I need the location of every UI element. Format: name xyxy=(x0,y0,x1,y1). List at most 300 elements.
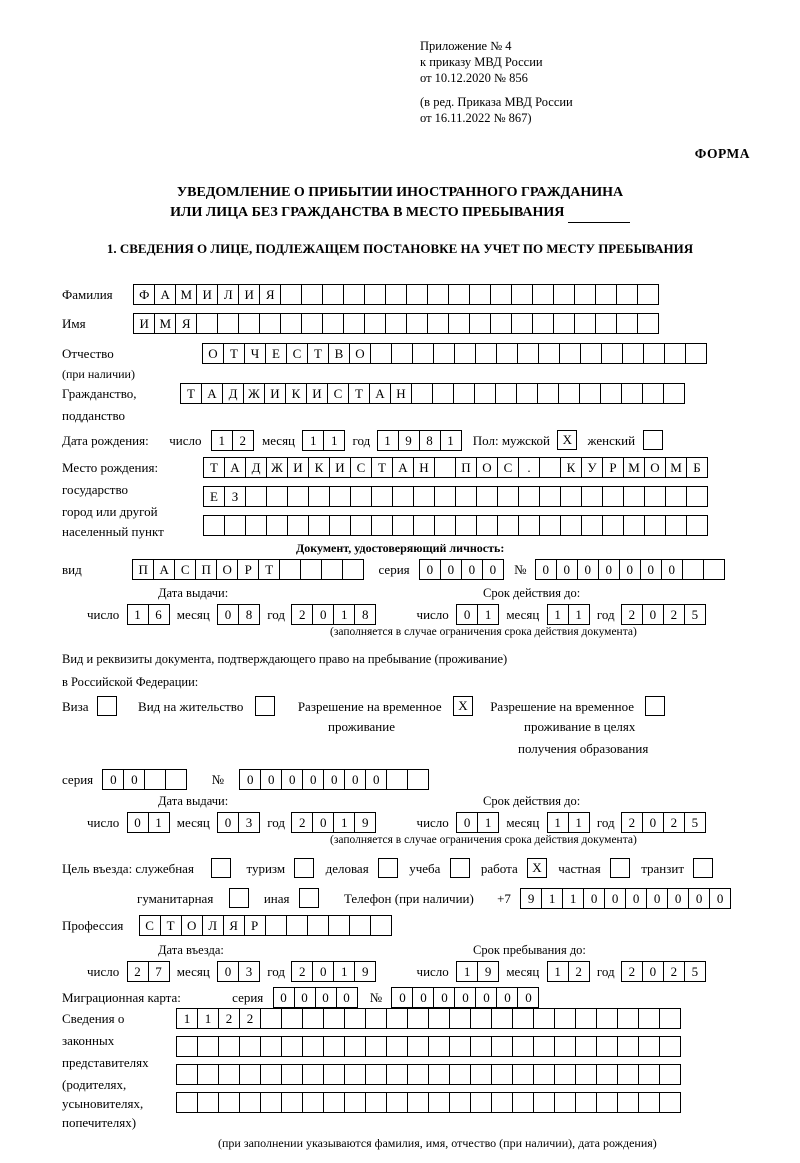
char-cell[interactable]: 0 xyxy=(302,769,324,790)
char-cell[interactable]: 0 xyxy=(517,987,539,1008)
char-cell[interactable] xyxy=(574,284,596,305)
char-cell[interactable]: Р xyxy=(602,457,624,478)
legal-rep-cells-1[interactable] xyxy=(176,1008,680,1029)
char-cell[interactable] xyxy=(454,343,476,364)
char-cell[interactable]: А xyxy=(369,383,391,404)
char-cell[interactable] xyxy=(203,515,225,536)
char-cell[interactable]: И xyxy=(133,313,155,334)
char-cell[interactable]: Ч xyxy=(244,343,266,364)
char-cell[interactable] xyxy=(302,1008,324,1029)
residence-permit-checkbox[interactable] xyxy=(255,696,275,716)
char-cell[interactable]: 1 xyxy=(456,961,478,982)
char-cell[interactable] xyxy=(364,313,386,334)
char-cell[interactable]: 1 xyxy=(323,430,345,451)
char-cell[interactable] xyxy=(349,915,371,936)
char-cell[interactable] xyxy=(432,383,454,404)
mc-series-cells[interactable] xyxy=(273,987,357,1008)
char-cell[interactable] xyxy=(448,313,470,334)
char-cell[interactable] xyxy=(350,486,372,507)
char-cell[interactable] xyxy=(496,343,518,364)
char-cell[interactable] xyxy=(412,343,434,364)
char-cell[interactable] xyxy=(617,1092,639,1113)
char-cell[interactable]: 2 xyxy=(218,1008,240,1029)
char-cell[interactable] xyxy=(342,559,364,580)
char-cell[interactable] xyxy=(553,284,575,305)
char-cell[interactable]: 0 xyxy=(640,559,662,580)
char-cell[interactable] xyxy=(406,284,428,305)
char-cell[interactable] xyxy=(365,1064,387,1085)
char-cell[interactable] xyxy=(623,486,645,507)
char-cell[interactable]: 0 xyxy=(556,559,578,580)
char-cell[interactable] xyxy=(686,515,708,536)
char-cell[interactable]: 1 xyxy=(440,430,462,451)
char-cell[interactable]: П xyxy=(195,559,217,580)
char-cell[interactable]: С xyxy=(286,343,308,364)
char-cell[interactable] xyxy=(217,313,239,334)
sex-female-checkbox[interactable] xyxy=(643,430,663,450)
char-cell[interactable] xyxy=(427,313,449,334)
char-cell[interactable] xyxy=(260,1008,282,1029)
birth-year-cells[interactable] xyxy=(377,430,461,451)
char-cell[interactable] xyxy=(453,383,475,404)
char-cell[interactable]: Т xyxy=(203,457,225,478)
char-cell[interactable]: С xyxy=(174,559,196,580)
citizenship-cells[interactable] xyxy=(180,383,684,404)
char-cell[interactable] xyxy=(539,515,561,536)
char-cell[interactable]: С xyxy=(327,383,349,404)
char-cell[interactable]: П xyxy=(455,457,477,478)
char-cell[interactable] xyxy=(427,284,449,305)
char-cell[interactable] xyxy=(517,343,539,364)
char-cell[interactable]: О xyxy=(644,457,666,478)
char-cell[interactable]: 2 xyxy=(663,961,685,982)
char-cell[interactable]: 0 xyxy=(239,769,261,790)
char-cell[interactable] xyxy=(575,1036,597,1057)
char-cell[interactable]: 2 xyxy=(663,812,685,833)
char-cell[interactable] xyxy=(386,1008,408,1029)
char-cell[interactable]: 0 xyxy=(461,559,483,580)
char-cell[interactable] xyxy=(370,343,392,364)
char-cell[interactable] xyxy=(364,284,386,305)
char-cell[interactable] xyxy=(260,1092,282,1113)
char-cell[interactable] xyxy=(365,1092,387,1113)
char-cell[interactable] xyxy=(176,1092,198,1113)
char-cell[interactable]: 0 xyxy=(646,888,668,909)
char-cell[interactable] xyxy=(533,1092,555,1113)
char-cell[interactable] xyxy=(281,1036,303,1057)
char-cell[interactable]: 0 xyxy=(456,812,478,833)
char-cell[interactable] xyxy=(281,1064,303,1085)
surname-cells[interactable] xyxy=(133,284,658,305)
birth-day-cells[interactable] xyxy=(211,430,253,451)
char-cell[interactable] xyxy=(490,284,512,305)
permit-valid-year-cells[interactable] xyxy=(621,812,705,833)
stay-day-cells[interactable] xyxy=(456,961,498,982)
char-cell[interactable]: Т xyxy=(160,915,182,936)
char-cell[interactable] xyxy=(448,284,470,305)
char-cell[interactable]: А xyxy=(153,559,175,580)
char-cell[interactable] xyxy=(218,1036,240,1057)
char-cell[interactable]: 0 xyxy=(365,769,387,790)
char-cell[interactable] xyxy=(266,515,288,536)
char-cell[interactable] xyxy=(385,284,407,305)
birthplace-cells-1[interactable] xyxy=(203,457,707,478)
char-cell[interactable] xyxy=(365,1036,387,1057)
char-cell[interactable] xyxy=(329,486,351,507)
char-cell[interactable] xyxy=(428,1064,450,1085)
char-cell[interactable] xyxy=(433,343,455,364)
char-cell[interactable]: И xyxy=(264,383,286,404)
char-cell[interactable]: А xyxy=(201,383,223,404)
char-cell[interactable]: 2 xyxy=(568,961,590,982)
char-cell[interactable]: 5 xyxy=(684,961,706,982)
char-cell[interactable] xyxy=(470,1092,492,1113)
char-cell[interactable]: 2 xyxy=(291,812,313,833)
char-cell[interactable] xyxy=(532,313,554,334)
char-cell[interactable]: 0 xyxy=(102,769,124,790)
char-cell[interactable] xyxy=(245,515,267,536)
char-cell[interactable] xyxy=(664,343,686,364)
char-cell[interactable] xyxy=(239,1092,261,1113)
char-cell[interactable] xyxy=(595,284,617,305)
char-cell[interactable] xyxy=(558,383,580,404)
char-cell[interactable]: Я xyxy=(223,915,245,936)
valid-day-cells[interactable] xyxy=(456,604,498,625)
char-cell[interactable]: 0 xyxy=(667,888,689,909)
char-cell[interactable] xyxy=(596,1064,618,1085)
char-cell[interactable] xyxy=(344,1092,366,1113)
char-cell[interactable]: Т xyxy=(307,343,329,364)
issue-day-cells[interactable] xyxy=(127,604,169,625)
char-cell[interactable]: 0 xyxy=(598,559,620,580)
char-cell[interactable] xyxy=(308,515,330,536)
char-cell[interactable]: 0 xyxy=(619,559,641,580)
char-cell[interactable] xyxy=(371,515,393,536)
char-cell[interactable]: 0 xyxy=(535,559,557,580)
char-cell[interactable]: 9 xyxy=(477,961,499,982)
char-cell[interactable] xyxy=(321,559,343,580)
char-cell[interactable] xyxy=(281,1008,303,1029)
char-cell[interactable]: О xyxy=(181,915,203,936)
char-cell[interactable] xyxy=(511,284,533,305)
char-cell[interactable]: 0 xyxy=(709,888,731,909)
char-cell[interactable] xyxy=(365,1008,387,1029)
char-cell[interactable] xyxy=(596,1092,618,1113)
char-cell[interactable] xyxy=(637,313,659,334)
sex-male-checkbox[interactable]: X xyxy=(557,430,577,450)
char-cell[interactable] xyxy=(617,1064,639,1085)
char-cell[interactable] xyxy=(490,313,512,334)
char-cell[interactable] xyxy=(371,486,393,507)
char-cell[interactable] xyxy=(665,515,687,536)
char-cell[interactable]: 9 xyxy=(398,430,420,451)
char-cell[interactable] xyxy=(574,313,596,334)
identity-doc-number-cells[interactable] xyxy=(535,559,724,580)
char-cell[interactable]: 0 xyxy=(454,987,476,1008)
char-cell[interactable] xyxy=(663,383,685,404)
char-cell[interactable]: 0 xyxy=(475,987,497,1008)
mc-number-cells[interactable] xyxy=(391,987,538,1008)
char-cell[interactable] xyxy=(279,559,301,580)
char-cell[interactable]: С xyxy=(350,457,372,478)
char-cell[interactable] xyxy=(580,343,602,364)
entry-year-cells[interactable] xyxy=(291,961,375,982)
permit-issue-month-cells[interactable] xyxy=(217,812,259,833)
char-cell[interactable]: И xyxy=(238,284,260,305)
char-cell[interactable] xyxy=(659,1064,681,1085)
char-cell[interactable] xyxy=(386,769,408,790)
char-cell[interactable] xyxy=(281,1092,303,1113)
char-cell[interactable] xyxy=(644,515,666,536)
char-cell[interactable] xyxy=(475,343,497,364)
char-cell[interactable] xyxy=(511,313,533,334)
char-cell[interactable]: Я xyxy=(259,284,281,305)
char-cell[interactable]: 0 xyxy=(604,888,626,909)
char-cell[interactable]: И xyxy=(306,383,328,404)
char-cell[interactable] xyxy=(512,1064,534,1085)
char-cell[interactable]: 3 xyxy=(238,812,260,833)
char-cell[interactable] xyxy=(260,1064,282,1085)
char-cell[interactable]: Р xyxy=(244,915,266,936)
char-cell[interactable]: Т xyxy=(348,383,370,404)
char-cell[interactable] xyxy=(476,515,498,536)
char-cell[interactable]: 0 xyxy=(336,987,358,1008)
char-cell[interactable]: 1 xyxy=(197,1008,219,1029)
char-cell[interactable]: 2 xyxy=(621,604,643,625)
permit-issue-year-cells[interactable] xyxy=(291,812,375,833)
char-cell[interactable] xyxy=(300,559,322,580)
char-cell[interactable] xyxy=(176,1036,198,1057)
char-cell[interactable] xyxy=(449,1036,471,1057)
issue-month-cells[interactable] xyxy=(217,604,259,625)
char-cell[interactable] xyxy=(328,915,350,936)
char-cell[interactable] xyxy=(406,313,428,334)
purpose-service-checkbox[interactable] xyxy=(211,858,231,878)
char-cell[interactable]: Л xyxy=(202,915,224,936)
char-cell[interactable] xyxy=(218,1064,240,1085)
purpose-humanitarian-checkbox[interactable] xyxy=(229,888,249,908)
char-cell[interactable]: И xyxy=(287,457,309,478)
profession-cells[interactable] xyxy=(139,915,391,936)
char-cell[interactable] xyxy=(259,313,281,334)
char-cell[interactable] xyxy=(638,1036,660,1057)
valid-month-cells[interactable] xyxy=(547,604,589,625)
char-cell[interactable]: 0 xyxy=(433,987,455,1008)
char-cell[interactable]: 0 xyxy=(217,604,239,625)
purpose-other-checkbox[interactable] xyxy=(299,888,319,908)
char-cell[interactable]: 0 xyxy=(312,961,334,982)
char-cell[interactable]: 5 xyxy=(684,604,706,625)
char-cell[interactable]: А xyxy=(154,284,176,305)
char-cell[interactable]: 0 xyxy=(217,812,239,833)
char-cell[interactable] xyxy=(428,1008,450,1029)
char-cell[interactable]: Н xyxy=(390,383,412,404)
char-cell[interactable] xyxy=(554,1036,576,1057)
stay-month-cells[interactable] xyxy=(547,961,589,982)
char-cell[interactable] xyxy=(323,1008,345,1029)
char-cell[interactable] xyxy=(575,1008,597,1029)
char-cell[interactable]: 2 xyxy=(127,961,149,982)
char-cell[interactable]: 2 xyxy=(239,1008,261,1029)
char-cell[interactable]: 0 xyxy=(312,812,334,833)
identity-doc-kind-cells[interactable] xyxy=(132,559,363,580)
char-cell[interactable] xyxy=(302,1064,324,1085)
purpose-study-checkbox[interactable] xyxy=(450,858,470,878)
birthplace-cells-2[interactable] xyxy=(203,486,707,507)
char-cell[interactable] xyxy=(638,1064,660,1085)
char-cell[interactable] xyxy=(323,1036,345,1057)
char-cell[interactable] xyxy=(469,313,491,334)
char-cell[interactable] xyxy=(344,1064,366,1085)
char-cell[interactable] xyxy=(537,383,559,404)
char-cell[interactable] xyxy=(474,383,496,404)
stay-year-cells[interactable] xyxy=(621,961,705,982)
char-cell[interactable] xyxy=(343,313,365,334)
char-cell[interactable] xyxy=(197,1064,219,1085)
char-cell[interactable] xyxy=(617,1008,639,1029)
char-cell[interactable]: 0 xyxy=(419,559,441,580)
char-cell[interactable] xyxy=(411,383,433,404)
char-cell[interactable]: О xyxy=(476,457,498,478)
char-cell[interactable] xyxy=(280,313,302,334)
char-cell[interactable]: Т xyxy=(223,343,245,364)
char-cell[interactable] xyxy=(323,1064,345,1085)
char-cell[interactable]: 1 xyxy=(541,888,563,909)
char-cell[interactable] xyxy=(665,486,687,507)
char-cell[interactable]: 1 xyxy=(176,1008,198,1029)
char-cell[interactable]: Н xyxy=(413,457,435,478)
birth-month-cells[interactable] xyxy=(302,430,344,451)
char-cell[interactable]: Я xyxy=(175,313,197,334)
char-cell[interactable] xyxy=(322,284,344,305)
char-cell[interactable] xyxy=(470,1008,492,1029)
char-cell[interactable] xyxy=(601,343,623,364)
char-cell[interactable] xyxy=(518,515,540,536)
char-cell[interactable] xyxy=(538,343,560,364)
char-cell[interactable]: А xyxy=(224,457,246,478)
char-cell[interactable]: 0 xyxy=(344,769,366,790)
char-cell[interactable] xyxy=(497,486,519,507)
char-cell[interactable] xyxy=(434,486,456,507)
char-cell[interactable] xyxy=(165,769,187,790)
char-cell[interactable]: И xyxy=(329,457,351,478)
char-cell[interactable] xyxy=(265,915,287,936)
char-cell[interactable] xyxy=(659,1036,681,1057)
char-cell[interactable] xyxy=(455,515,477,536)
char-cell[interactable]: 2 xyxy=(621,812,643,833)
char-cell[interactable]: Р xyxy=(237,559,259,580)
char-cell[interactable]: 0 xyxy=(642,604,664,625)
char-cell[interactable] xyxy=(280,284,302,305)
char-cell[interactable]: 0 xyxy=(496,987,518,1008)
purpose-tourism-checkbox[interactable] xyxy=(294,858,314,878)
char-cell[interactable]: 0 xyxy=(412,987,434,1008)
char-cell[interactable]: М xyxy=(623,457,645,478)
char-cell[interactable] xyxy=(307,915,329,936)
char-cell[interactable] xyxy=(602,515,624,536)
entry-month-cells[interactable] xyxy=(217,961,259,982)
char-cell[interactable] xyxy=(323,1092,345,1113)
char-cell[interactable] xyxy=(596,1036,618,1057)
char-cell[interactable] xyxy=(616,284,638,305)
char-cell[interactable]: Б xyxy=(686,457,708,478)
char-cell[interactable]: 0 xyxy=(123,769,145,790)
permit-series-cells[interactable] xyxy=(102,769,186,790)
char-cell[interactable] xyxy=(197,1092,219,1113)
temp-residence-checkbox[interactable]: X xyxy=(453,696,473,716)
char-cell[interactable] xyxy=(434,515,456,536)
char-cell[interactable] xyxy=(621,383,643,404)
char-cell[interactable] xyxy=(449,1008,471,1029)
legal-rep-cells-4[interactable] xyxy=(176,1092,680,1113)
permit-valid-day-cells[interactable] xyxy=(456,812,498,833)
char-cell[interactable] xyxy=(350,515,372,536)
char-cell[interactable] xyxy=(407,769,429,790)
char-cell[interactable]: 0 xyxy=(482,559,504,580)
char-cell[interactable] xyxy=(218,1092,240,1113)
char-cell[interactable]: 1 xyxy=(568,604,590,625)
char-cell[interactable] xyxy=(239,1036,261,1057)
char-cell[interactable] xyxy=(449,1092,471,1113)
char-cell[interactable] xyxy=(600,383,622,404)
char-cell[interactable] xyxy=(407,1092,429,1113)
char-cell[interactable]: Т xyxy=(180,383,202,404)
char-cell[interactable]: Д xyxy=(222,383,244,404)
edu-residence-checkbox[interactable] xyxy=(645,696,665,716)
char-cell[interactable] xyxy=(392,486,414,507)
legal-rep-cells-2[interactable] xyxy=(176,1036,680,1057)
char-cell[interactable]: 1 xyxy=(547,812,569,833)
purpose-private-checkbox[interactable] xyxy=(610,858,630,878)
char-cell[interactable] xyxy=(539,457,561,478)
char-cell[interactable] xyxy=(197,1036,219,1057)
char-cell[interactable] xyxy=(239,1064,261,1085)
char-cell[interactable]: 0 xyxy=(323,769,345,790)
char-cell[interactable]: П xyxy=(132,559,154,580)
char-cell[interactable]: К xyxy=(560,457,582,478)
char-cell[interactable]: 7 xyxy=(148,961,170,982)
char-cell[interactable]: 9 xyxy=(354,812,376,833)
char-cell[interactable]: 0 xyxy=(642,961,664,982)
char-cell[interactable]: 0 xyxy=(642,812,664,833)
char-cell[interactable]: О xyxy=(202,343,224,364)
char-cell[interactable] xyxy=(512,1036,534,1057)
char-cell[interactable] xyxy=(413,486,435,507)
purpose-business-checkbox[interactable] xyxy=(378,858,398,878)
char-cell[interactable] xyxy=(703,559,725,580)
char-cell[interactable]: К xyxy=(285,383,307,404)
char-cell[interactable] xyxy=(301,313,323,334)
char-cell[interactable] xyxy=(685,343,707,364)
char-cell[interactable] xyxy=(575,1092,597,1113)
char-cell[interactable]: 3 xyxy=(238,961,260,982)
char-cell[interactable]: 0 xyxy=(583,888,605,909)
char-cell[interactable]: 1 xyxy=(333,812,355,833)
char-cell[interactable]: 1 xyxy=(568,812,590,833)
char-cell[interactable] xyxy=(407,1064,429,1085)
char-cell[interactable] xyxy=(266,486,288,507)
char-cell[interactable] xyxy=(391,343,413,364)
char-cell[interactable] xyxy=(287,515,309,536)
char-cell[interactable]: 0 xyxy=(625,888,647,909)
char-cell[interactable] xyxy=(343,284,365,305)
char-cell[interactable]: Т xyxy=(258,559,280,580)
permit-issue-day-cells[interactable] xyxy=(127,812,169,833)
char-cell[interactable] xyxy=(637,284,659,305)
char-cell[interactable] xyxy=(554,1008,576,1029)
char-cell[interactable] xyxy=(144,769,166,790)
char-cell[interactable]: Д xyxy=(245,457,267,478)
